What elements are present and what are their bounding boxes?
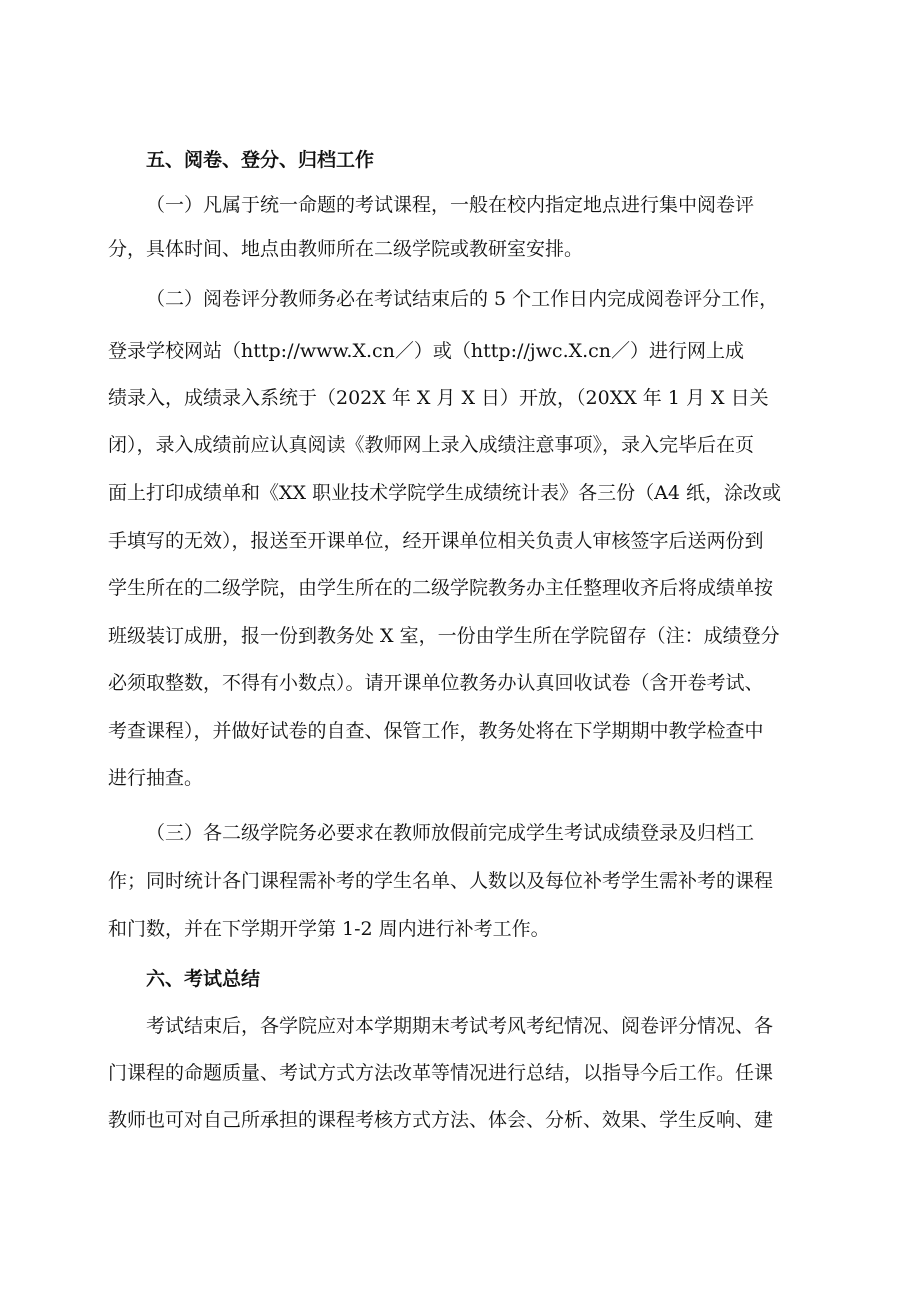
paragraph-line: 登录学校网站（http://www.X.cn／）或（http://jwc.X.cn／）进行网上成 [108,340,745,362]
paragraph-line: 门课程的命题质量、考试方式方法改革等情况进行总结，以指导今后工作。任课 [108,1062,774,1084]
section-heading-6: 六、考试总结 [146,968,261,990]
section-heading-5: 五、阅卷、登分、归档工作 [146,149,375,171]
paragraph-line: 绩录入，成绩录入系统于（202X 年 X 月 X 日）开放，（20XX 年 1 月 X 日关 [108,387,769,409]
paragraph-line: 考查课程），并做好试卷的自查、保管工作，教务处将在下学期期中教学检查中 [108,720,764,742]
paragraph-line: 手填写的无效），报送至开课单位，经开课单位相关负责人审核签字后送两份到 [108,530,764,552]
paragraph-line: 学生所在的二级学院，由学生所在的二级学院教务办主任整理收齐后将成绩单按 [108,577,774,599]
paragraph-line: 面上打印成绩单和《XX 职业技术学院学生成绩统计表》各三份（A4 纸，涂改或 [108,482,781,504]
paragraph-line: （三）各二级学院务必要求在教师放假前完成学生考试成绩登录及归档工 [146,822,755,844]
paragraph-line: 和门数，并在下学期开学第 1-2 周内进行补考工作。 [108,918,550,940]
paragraph-line: 班级装订成册，报一份到教务处 X 室，一份由学生所在学院留存（注：成绩登分 [108,625,780,647]
paragraph-line: 作；同时统计各门课程需补考的学生名单、人数以及每位补考学生需补考的课程 [108,870,774,892]
paragraph-line: 分，具体时间、地点由教师所在二级学院或教研室安排。 [108,238,584,260]
paragraph-line: 进行抽查。 [108,767,204,789]
paragraph-line: 必须取整数，不得有小数点）。请开课单位教务办认真回收试卷（含开卷考试、 [108,672,764,694]
paragraph-line: 考试结束后，各学院应对本学期期末考试考风考纪情况、阅卷评分情况、各 [146,1015,774,1037]
paragraph-line: （一）凡属于统一命题的考试课程，一般在校内指定地点进行集中阅卷评 [146,194,755,216]
paragraph-line: （二）阅卷评分教师务必在考试结束后的 5 个工作日内完成阅卷评分工作， [146,288,779,310]
paragraph-line: 教师也可对自己所承担的课程考核方式方法、体会、分析、效果、学生反响、建 [108,1109,774,1131]
paragraph-line: 闭），录入成绩前应认真阅读《教师网上录入成绩注意事项》，录入完毕后在页 [108,434,755,456]
